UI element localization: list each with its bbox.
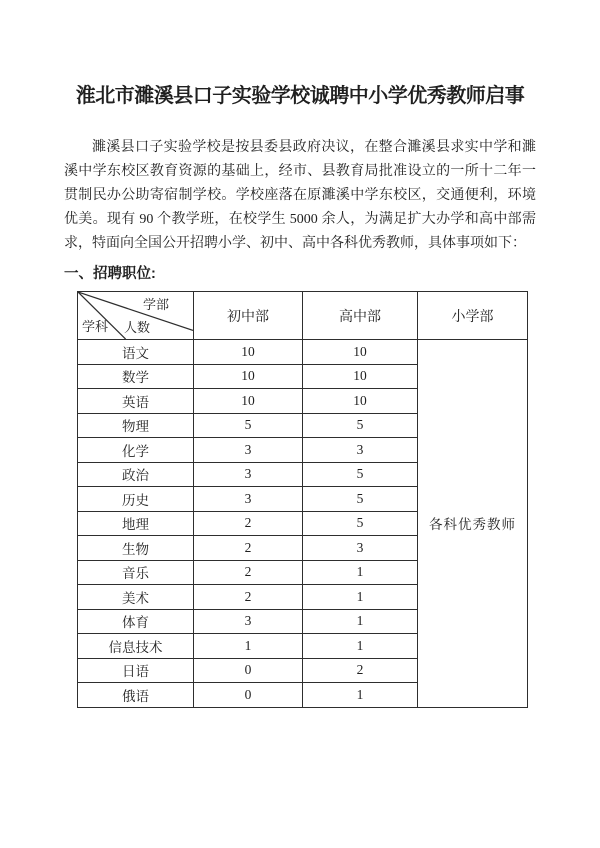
column-header-primary-dept: 小学部: [418, 292, 528, 340]
paragraph-line: 濉溪县口子实验学校是按县委县政府决议，在整合濉溪县求实中学和濉: [92, 140, 536, 155]
subject-cell: 英语: [78, 389, 194, 414]
subject-cell: 地理: [78, 511, 194, 536]
senior-count-cell: 10: [303, 364, 418, 389]
junior-count-cell: 2: [194, 585, 303, 610]
paragraph-line: 优美。现有 90 个教学班，在校学生 5000 余人，为满足扩大办学和高中部需: [64, 212, 536, 227]
junior-count-cell: 0: [194, 658, 303, 683]
senior-count-cell: 1: [303, 585, 418, 610]
junior-count-cell: 10: [194, 389, 303, 414]
paragraph-line: 求，特面向全国公开招聘小学、初中、高中各科优秀教师，具体事项如下：: [64, 236, 526, 251]
subject-cell: 信息技术: [78, 634, 194, 659]
junior-count-cell: 10: [194, 364, 303, 389]
senior-count-cell: 2: [303, 658, 418, 683]
paragraph-line: 溪中学东校区教育资源的基础上，经市、县教育局批准设立的一所十二年一: [64, 164, 536, 179]
senior-count-cell: 3: [303, 536, 418, 561]
subject-cell: 化学: [78, 438, 194, 463]
column-header-senior-dept: 高中部: [303, 292, 418, 340]
junior-count-cell: 1: [194, 634, 303, 659]
subject-cell: 历史: [78, 487, 194, 512]
junior-count-cell: 5: [194, 413, 303, 438]
senior-count-cell: 5: [303, 413, 418, 438]
subject-cell: 政治: [78, 462, 194, 487]
subject-cell: 俄语: [78, 683, 194, 708]
subject-cell: 美术: [78, 585, 194, 610]
senior-count-cell: 10: [303, 340, 418, 365]
junior-count-cell: 2: [194, 560, 303, 585]
subject-cell: 物理: [78, 413, 194, 438]
senior-count-cell: 10: [303, 389, 418, 414]
subject-cell: 体育: [78, 609, 194, 634]
subject-cell: 生物: [78, 536, 194, 561]
intro-paragraph: [64, 136, 536, 256]
junior-count-cell: 2: [194, 511, 303, 536]
senior-count-cell: 5: [303, 462, 418, 487]
paragraph-line: 贯制民办公助寄宿制学校。学校座落在原濉溪中学东校区，交通便利，环境: [64, 188, 536, 203]
junior-count-cell: 2: [194, 536, 303, 561]
table-row: [78, 340, 528, 365]
senior-count-cell: 1: [303, 560, 418, 585]
section-heading: 一、招聘职位:: [64, 266, 156, 282]
corner-label-department: 学部: [143, 297, 170, 312]
recruitment-positions-table: [77, 291, 528, 708]
column-header-junior-dept: 初中部: [194, 292, 303, 340]
junior-count-cell: 3: [194, 487, 303, 512]
subject-cell: 音乐: [78, 560, 194, 585]
junior-count-cell: 10: [194, 340, 303, 365]
page-title: 淮北市濉溪县口子实验学校诚聘中小学优秀教师启事: [75, 85, 525, 107]
corner-label-subject: 学科: [82, 319, 109, 334]
corner-label-count: 人数: [124, 320, 151, 335]
table-corner-cell: [78, 292, 194, 340]
subject-cell: 数学: [78, 364, 194, 389]
primary-dept-note-cell: 各科优秀教师: [418, 340, 528, 708]
senior-count-cell: 1: [303, 683, 418, 708]
junior-count-cell: 3: [194, 462, 303, 487]
junior-count-cell: 3: [194, 438, 303, 463]
subject-cell: 日语: [78, 658, 194, 683]
senior-count-cell: 3: [303, 438, 418, 463]
junior-count-cell: 0: [194, 683, 303, 708]
senior-count-cell: 1: [303, 634, 418, 659]
subject-cell: 语文: [78, 340, 194, 365]
junior-count-cell: 3: [194, 609, 303, 634]
senior-count-cell: 1: [303, 609, 418, 634]
senior-count-cell: 5: [303, 511, 418, 536]
senior-count-cell: 5: [303, 487, 418, 512]
table-header-row: [78, 292, 528, 340]
